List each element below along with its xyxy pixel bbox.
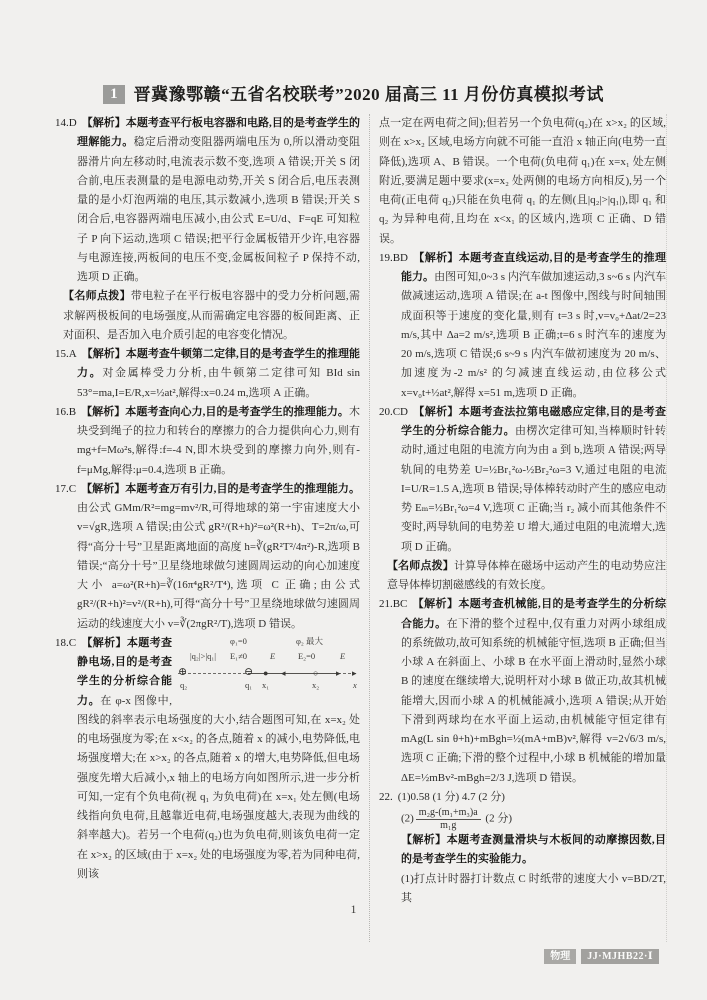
field2-label: E₂=0 [297,650,316,661]
question-number: 22. [378,790,393,803]
positive-charge-icon: ⊕ [177,665,188,678]
field-right-label: E [339,650,346,661]
potential2-label: φ₂ 最大 [295,635,323,646]
analysis-label: 【解析】本题考查机械能,目的是考查学生的分析综合能力。 [400,598,666,630]
negative-charge-icon: ⊖ [243,665,254,678]
q22-solution-line: (1)打点计时器打计数点 C 时纸带的速度大小 v=BD/2T,其 [400,872,666,904]
analysis-label: 【解析】本题考查万有引力,目的是考查学生的推理能力。 [81,482,360,495]
x1-label: x₁ [261,679,270,690]
x-axis-label: x [352,679,357,690]
paper-code-badge: JJ·MJHB22·Ⅰ [581,949,659,964]
analysis-label: 【解析】本题考查牛顿第二定律,目的是考查学生的推理能力。 [77,348,360,380]
subject-badge: 物理 [544,949,576,964]
fraction-denominator: m₁g [440,819,457,831]
part2-prefix: (2) [400,812,414,825]
potential1-label: φ₁=0 [229,635,247,646]
two-column-body [55,114,667,942]
q18-charge-field-diagram [178,636,360,692]
q1-label: q₁ [244,679,253,690]
charge-inequality-label: |q₂|>|q₁| [189,650,216,661]
point-x1-icon: ● [262,667,269,678]
page-number: 1 [350,904,357,916]
analysis-text: 木块受到绳子的拉力和转台的摩擦力的合力提供向心力,则有 mg+f=Mω²s,解得:f=-4 N,即木块受到的摩擦力向外,则有-f=μMg,解得:μ=0.4,选项 B 正确。 [77,405,360,476]
answer-item-22 [379,788,666,908]
axis-arrow-icon: ▸ [351,667,357,678]
answer-item-14 [55,114,360,287]
q2-label: q₂ [179,679,188,690]
note-label: 【名师点拨】 [63,290,131,303]
field-arrow-left-icon: ◂ [280,667,286,678]
part2-score: (2 分) [485,812,512,825]
footer-badges [544,946,659,964]
analysis-text: 由公式 GMm/R²=mg=mv²/R,可得地球的第一宇宙速度大小 v=√gR,选项 A 错误;由公式 gR²/(R+h)²=ω²(R+h)、T=2π/ω,可得“高分十号”卫星距离地面的高度 h=∛(gR²T²/4π²)-R,选项 B 错误;“高分十号”卫星绕地球做匀速圆周运动的向心加速度大小 a=ω²(R+h)=∛(16π⁴gR²/T⁴),选项 C 正确;由公式 gR²/(R+h)²=v²/(R+h),可得“高分十号”卫星绕地球做匀速圆周运动的线速度大小 v=∛(2πgR²/T),选项 D 错误。 [77,502,360,630]
analysis-text: 在 φ-x 图像中,图线的斜率表示电场强度的大小,结合题图可知,在 x=x₂ 处的电场强度为零;在 x<x₂ 的各点,随着 x 的减小,电势降低,电场强度增大;在 x>x₂ 的各点,随着 x 的增大,电势降低,但电场强度先增大后减小,x 轴上的电场方向如图所示,进一步分析可知,一定有个负电荷(视 q₁ 为负电荷)在 x=x₁ 处左侧(电场线指向负电荷,且越靠近电荷,电场强度越大,表现为曲线的斜率越大)。若另一个电荷(q₂)也为负电荷,则该负电荷一定在 x>x₂ 的区域(由于 x=x₂ 处的电场强度为零,若为同种电荷,则该 [77,694,360,880]
analysis-text: 对金属棒受力分析,由牛顿第二定律可知 BId sin 53°=ma,I=E/R,x=½at²,解得:x=0.24 m,选项 A 正确。 [77,367,360,399]
left-column [55,114,370,942]
fraction-numerator: m₂g-(m₁+m₃)a [416,807,481,820]
analysis-text: 由图可知,0~3 s 内汽车做加速运动,3 s~6 s 内汽车做减速运动,选项 A 错误;在 a-t 图像中,图线与时间轴围成面积等于速度的变化量,则有 t=3 s 时,v=v₀+Δat/2=23 m/s,其中 Δa=2 m/s²,选项 B 正确;t=6 s 时汽车的速度为 20 m/s,选项 C 错误;6 s~9 s 内汽车做初速度为 20 m/s、加速度为-2 m/s² 的匀减速直线运动,由位移公式 x=v₀t+½at²,解得 x=51 m,选项 D 正确。 [400,271,666,399]
q22-part1-answer: (1)0.58 (1 分) 4.7 (2 分) [397,790,505,803]
analysis-text: 由楞次定律可知,当棒顺时针转动时,通过电阻的电流方向为由 a 到 b,选项 A 错误;两导轨间的电势差 U=½Br₁²ω-½Br₂²ω=3 V,通过电阻的电流 I=U/R=1.5 A,选项 B 错误;导体棒转动时产生的感应电动势 Eₘ=½Br₁²ω=4 V,选项 C 正确;当 r₂ 减小而其他条件不变时,两导轨间的电势差 U 增大,通过电阻的电流增大,选项 D 正确。 [400,425,667,553]
analysis-label: 【解析】本题考查测量滑块与木板间的动摩擦因数,目的是考查学生的实验能力。 [400,834,666,866]
answer-item-21 [379,595,666,788]
analysis-text: 在下滑的整个过程中,仅有重力对两小球组成的系统做功,故可知系统的机械能守恒,选项 B 正确;但当小球 A 在斜面上、小球 B 在水平面上滑动时,显然小球 B 的速度在继续增大,说明杆对小球 B 做正功,故其机械能增大,因而小球 A 的机械能减小,选项 A 错误;从开始下滑到两球均在水平面上运动,由机械能守恒定律有 mAg(L sin θ+h)+mBgh=½(mA+mB)v²,解得 v=2√6/3 m/s,选项 C 正确;下滑的整个过程中,小球 B 机械能的增加量 ΔE=½mBv²-mBgh=2/3 J,选项 D 错误。 [400,617,667,784]
field1-label: E₁≠0 [229,650,248,661]
x2-label: x₂ [311,679,320,690]
title-index-badge: 1 [103,85,125,104]
analysis-label: 【解析】本题考查法拉第电磁感应定律,目的是考查学生的分析综合能力。 [400,405,666,437]
question-number: 16.B [55,405,77,418]
question-number: 21.BC [378,598,408,611]
question-number: 15.A [55,348,77,360]
note-text: 计算导体棒在磁场中运动产生的电动势应注意导体棒切割磁感线的有效长度。 [386,559,667,591]
answer-item-18 [55,634,360,884]
answer-item-17 [55,480,360,634]
teacher-note-14 [55,287,360,345]
answer-item-20 [379,403,666,557]
answer-item-15 [55,345,360,403]
teacher-note-20 [379,557,666,596]
answer-item-19 [379,249,666,403]
note-label: 【名师点拨】 [386,559,454,572]
point-x2-icon: ○ [312,667,319,678]
analysis-label: 【解析】本题考查静电场,目的是考查学生的分析综合能力。 [77,636,172,707]
question-number: 20.CD [378,405,408,418]
q22-part2-answer [401,807,666,831]
analysis-label: 【解析】本题考查向心力,目的是考查学生的推理能力。 [81,405,349,418]
page-title: 晋冀豫鄂赣“五省名校联考”2020 届高三 11 月份仿真模拟考试 [133,85,604,104]
note-text: 带电粒子在平行板电容器中的受力分析问题,需求解两极板间的电场强度,从而需确定电容器的板间距离、正对面积、是否加入电介质引起的电容变化情况。 [63,290,360,341]
part2-fraction [416,807,481,831]
field-arrow-right-icon: ▸ [335,667,341,678]
answer-item-16 [55,403,360,480]
analysis-label: 【解析】本题考查直线运动,目的是考查学生的推理能力。 [400,251,666,283]
question-number: 14.D [55,117,77,129]
right-column [370,114,667,942]
analysis-text: 稳定后滑动变阻器两端电压为 0,所以滑动变阻器滑片向左移动时,电流表示数不变,选项 A 错误;开关 S 闭合前,电压表测量的是电源电动势,开关 S 闭合后,电压表测量的是小灯泡两端的电压,其示数减小,选项 B 错误;开关 S 闭合后,电容器两端电压减小,由公式 E=U/d、F=qE 可知粒子 P 向下运动,选项 C 错误;把平行金属板错开少许,电容器与电源连接,两板间的电压不变,金属板间粒子 P 保持不动,选项 D 正确。 [77,136,360,283]
q18-continuation-text: 点一定在两电荷之间);但若另一个负电荷(q₂)在 x>x₂ 的区域,则在 x>x₂ 区域,电场方向就不可能一直沿 x 轴正向(电势一直降低),选项 A、B 错误。一个电荷(负电荷 q₁)在 x=x₁ 处左侧附近,要满足题中要求(x=x₂ 处两侧的电场方向相反),另一个电荷(正电荷 q₂)只能在负电荷 q₁ 的左侧(且|q₂|>|q₁|),即 q₁ 和 q₂ 为异种电荷,且均在 x<x₁ 的区域内,选项 C 正确、D 错误。 [378,117,666,245]
question-number: 17.C [55,482,77,495]
page-header [0,80,707,105]
field-mid-label: E [269,650,276,661]
analysis-label: 【解析】本题考查平行板电容器和电路,目的是考查学生的理解能力。 [77,117,360,149]
question-number: 18.C [55,636,77,649]
x-axis-solid-segment [248,673,340,674]
question-number: 19.BD [378,251,408,264]
